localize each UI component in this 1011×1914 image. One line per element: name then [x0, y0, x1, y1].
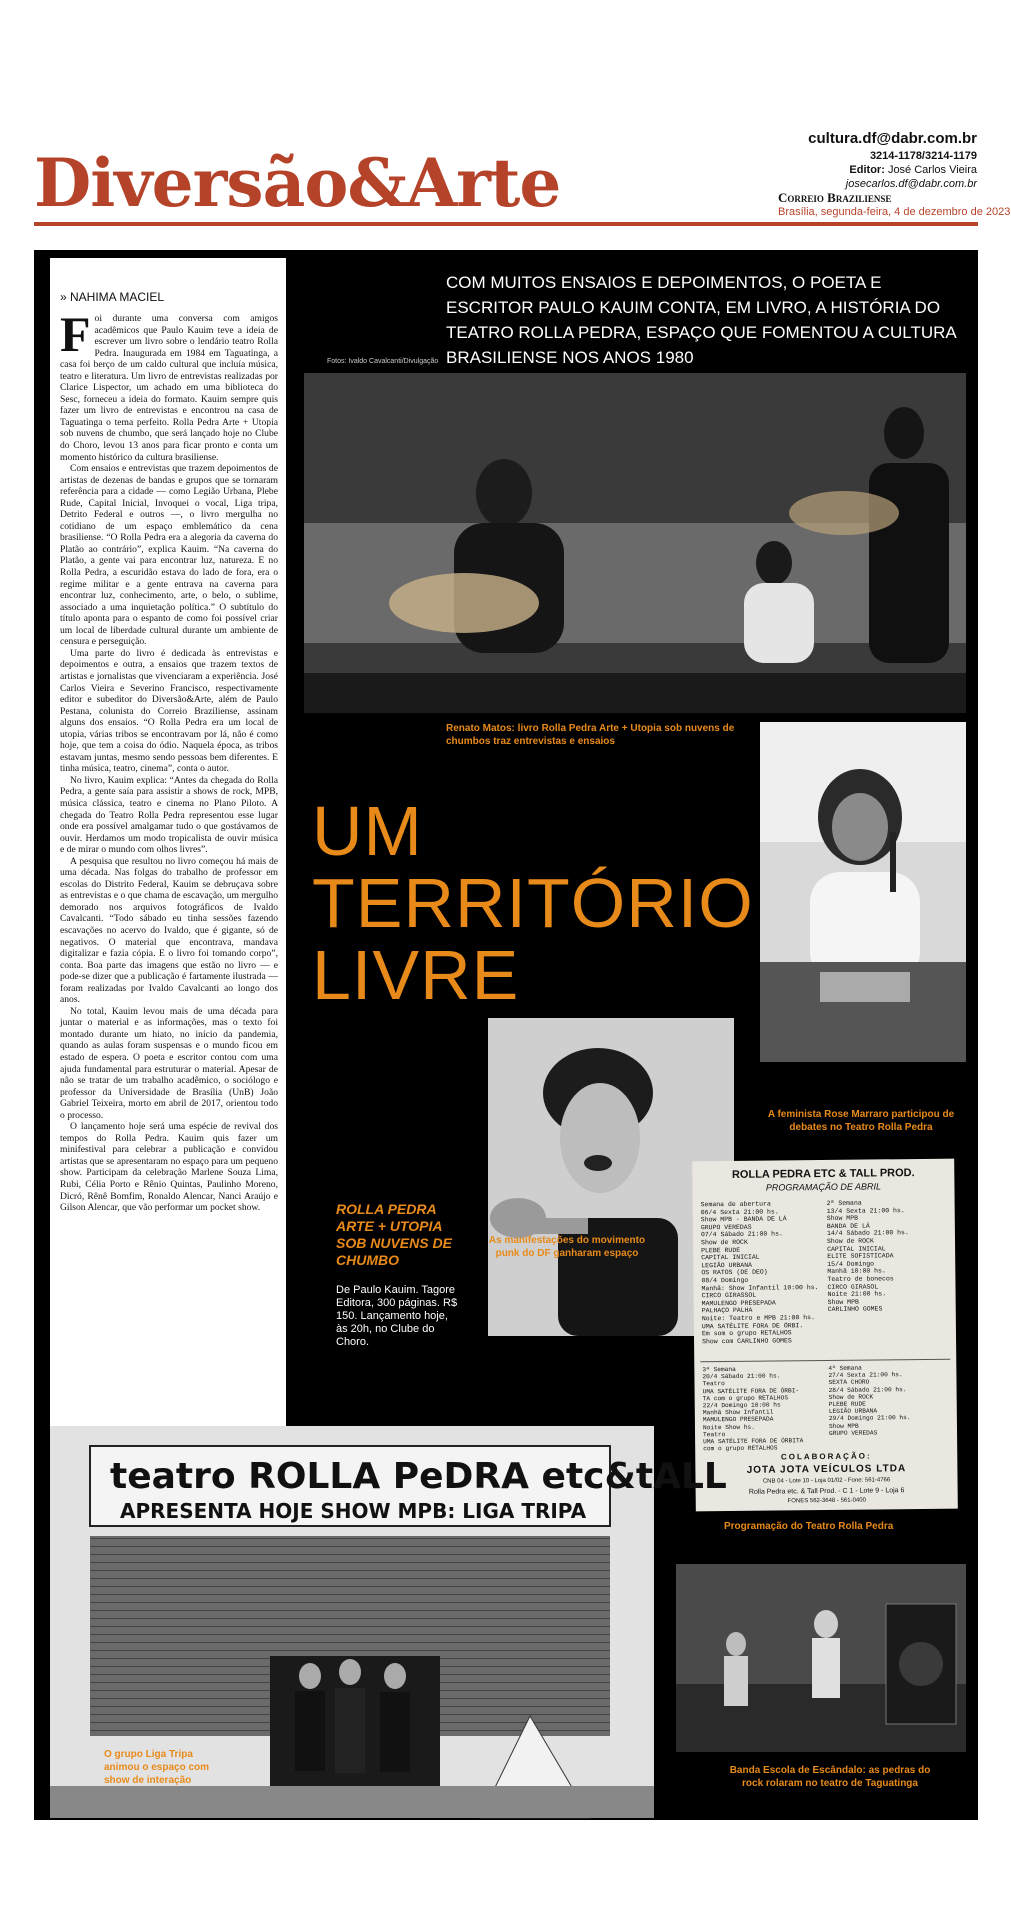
svg-text:APRESENTA HOJE SHOW MPB: LIGA: APRESENTA HOJE SHOW MPB: LIGA TRIPA: [120, 1499, 587, 1523]
program-footer-phones: FONES 562-3648 - 561-0400: [787, 1497, 866, 1505]
article-body: [60, 306, 278, 1214]
caption-rose: A feminista Rose Marraro participou de debates no Teatro Rolla Pedra: [767, 1109, 955, 1133]
program-sponsor: JOTA JOTA VEÍCULOS LTDA: [746, 1463, 907, 1476]
header-rule: [34, 222, 978, 226]
program-divider: [700, 1359, 950, 1363]
editor-label: Editor:: [849, 164, 885, 176]
program-subtitle: PROGRAMAÇÃO DE ABRIL: [765, 1181, 882, 1193]
contact-email[interactable]: cultura.df@dabr.com.br: [808, 130, 977, 147]
book-title-box: ROLLA PEDRA ARTE + UTOPIA SOB NUVENS DE CHUMBO: [336, 1201, 452, 1268]
contact-phones: 3214-1178/3214-1179: [869, 150, 977, 162]
photo-renato-matos: [304, 373, 966, 713]
article-paragraph: O lançamento hoje será uma espécie de revival dos tempos do Rolla Pedra. Kauim quis fazer um minifestival para celebrar a publicação e convidou artistas que se apresentaram no espaço para um pequeno show. Participam da celebração Marlene Souza Lima, Rubi, Célia Porto e Rênio Quintas, Paulinho Moreno, Dicró, Rênê Bomfim, Ronaldo Alencar, Nanci Araújo e Gilson Alencar, que vão performar um pocket show.: [60, 1121, 278, 1214]
article-paragraph: Com ensaios e entrevistas que trazem depoimentos de artistas de dezenas de bandas e grupos que se tornaram referência para a cidade — como Legião Urbana, Plebe Rude, Capital Inicial, Invoquei o vocal, Liga tripa, Detrito Federal e outros —, o livro mergulha no cotidiano de um espaço emblemático da cena brasiliense. “O Rolla Pedra era a alegoria da caverna do Platão ao contrário”, explica Kauim. “Na caverna do Platão, a gente vai para encontrar luz, natureza. E no Rolla Pedra, a escuridão estava do lado de fora, era o regime militar e a gente entrava na caverna para encontrar luz, conhecimento, arte, o belo, o sublime, associado a uma inquietação política.” O subtítulo do título aponta para o espanto de como foi possível criar um local de liberdade cultural durante um ambiente de censura e perseguição.: [60, 463, 278, 648]
newspaper-name: Correio Braziliense: [778, 190, 892, 205]
program-footer: Rolla Pedra etc. & Tall Prod. - C 1 - Lote 9 - Loja 6: [748, 1487, 905, 1496]
program-week-3: 3ª Semana 20/4 Sábado 21:00 hs. Teatro UMA SATÉLITE FORA DE ÓRBI- TA com o grupo RETALHOS 22/4 Domingo 10:00 hs Manhã Show Infantil MAMULENGO PRESEPADA Noite Show hs. Teatro UMA SATÉLITE FORA DE ÓRBITA com o grupo RETALHOS: [702, 1365, 804, 1453]
svg-text:teatro ROLLA PeDRA etc&tALL: teatro ROLLA PeDRA etc&tALL: [110, 1456, 727, 1497]
editor-email[interactable]: josecarlos.df@dabr.com.br: [845, 178, 977, 190]
headline-line: LIVRE: [312, 936, 520, 1014]
caption-main-photo: Renato Matos: livro Rolla Pedra Arte + Utopia sob nuvens de chumbos traz entrevistas e ensaios: [446, 723, 735, 747]
editor-line: [849, 164, 977, 176]
photo-credit: Fotos: Ivaldo Cavalcanti/Divulgação: [327, 358, 439, 365]
article-paragraph: A pesquisa que resultou no livro começou há mais de uma década. Nas folgas do trabalho de professor em escolas do Distrito Federal, Kauim se debruçava sobre as entrevistas e o que chama de escavação, um mergulho demorado nos arquivos fotográficos de Ivaldo Cavalcanti. “Todo sábado eu tinha sessões fazendo escavações no acervo do Ivaldo, que é gigante, só de negativos. O material que encontrava, mandava digitalizar e fazia cópia. E o livro foi tomando corpo”, conta. Boa parte das imagens que estão no livro — e pode-se dizer que a publicação é fartamente ilustrada — foram realizadas por Ivaldo Cavalcanti ao longo dos anos.: [60, 855, 278, 1006]
section-title: Diversão&Arte: [34, 144, 561, 222]
caption-escola: Banda Escola de Escândalo: as pedras do rock rolaram no teatro de Taguatinga: [729, 1765, 931, 1789]
caption-liga-tripa: O grupo Liga Tripa animou o espaço com show de interação: [104, 1749, 210, 1786]
article-paragraph: No livro, Kauim explica: “Antes da chegada do Rolla Pedra, a gente saía para assistir a shows de rock, MPB, música clássica, teatro e cinema no Plano Piloto. A chegada do Teatro Rolla Pedra representou esse lugar onde era possível amalgamar tudo o que gostávamos de ouvir. Herdamos um modo tropicalista de ouvir música e de mirar o mundo com olhos livres”.: [60, 774, 278, 856]
headline-line: TERRITÓRIO: [312, 864, 754, 942]
program-sheet: [692, 1159, 958, 1512]
caption-program: Programação do Teatro Rolla Pedra: [724, 1521, 894, 1532]
program-week-4: 4ª Semana 27/4 Sexta 21:00 hs. SEXTA CHORO 28/4 Sábado 21:00 hs. Show de ROCK PLEBE RUDE LEGIÃO URBANA 29/4 Domingo 21:00 hs. Show MPB GRUPO VEREDAS: [828, 1364, 911, 1437]
photo-escola-de-escandalo: [676, 1564, 966, 1752]
program-collab-label: COLABORAÇÃO:: [780, 1451, 872, 1462]
program-sponsor-address: CNB 04 - Lote 10 - Loja 01/02 - Fone: 561-4766: [762, 1477, 891, 1485]
headline-line: UM: [312, 792, 423, 870]
article-paragraph: No total, Kauim levou mais de uma década para juntar o material e as informações, mas o texto foi montado durante um hiato, no início da pandemia, quando as aulas foram suspensas e o mundo ficou em estado de espera. O poeta e escritor contou com uma ajuda fundamental para estruturar o material. Apesar de não se tratar de um trabalho acadêmico, o sociólogo e professor da Universidade de Brasília (UnB) João Gabriel Teixeira, morto em abril de 2017, orientou todo o processo.: [60, 1005, 278, 1121]
editor-name: José Carlos Vieira: [887, 164, 977, 176]
byline: » NAHIMA MACIEL: [60, 290, 165, 304]
article-paragraph: Uma parte do livro é dedicada às entrevistas e depoimentos e outra, a ensaios que trazem textos de artistas e jornalistas que vivenciaram a experiência. José Carlos Vieira e Severino Francisco, respectivamente editor e subeditor do Diversão&Arte, além de Paulo Pestana, colunista do Correio Braziliense, assinam alguns dos ensaios. “O Rolla Pedra era um local de utopia, várias tribos se encontravam por lá, não é como hoje, que tem a coisa do ódio. Naquela época, as tribos estavam juntas, mesmo sendo pessoas bem diferentes. E tinha música, teatro, cinema”, conta o autor.: [60, 647, 278, 775]
program-week-1: Semana de abertura 06/4 Sexta 21:00 hs. Show MPB - BANDA DE LÁ GRUPO VEREDAS 07/4 Sábado 21:00 hs. Show de ROCK PLEBE RUDE CAPITAL INICIAL LEGIÃO URBANA OS RATOS (DE DEO) 08/4 Domingo Manhã: Show Infantil 10:00 hs. CIRCO GIRASSOL MAMULENGO PRESEPADA PALHAÇO PALHA Noite: Teatro e MPB 21:00 hs. UMA SATÉLITE FORA DE ÓRBI. Em som o grupo RETALHOS Show com CARLINHO GOMES: [700, 1200, 819, 1345]
caption-punk: As manifestações do movimento punk do DF ganharam espaço: [488, 1235, 646, 1259]
headline: [312, 792, 754, 1014]
program-title: ROLLA PEDRA ETC & TALL PROD.: [731, 1167, 915, 1181]
issue-date: Brasília, segunda-feira, 4 de dezembro de 2023: [778, 206, 1011, 218]
article-paragraph: Foi durante uma conversa com amigos acadêmicos que Paulo Kauim teve a ideia de escrever um livro sobre o lendário teatro Rolla Pedra. Inaugurada em 1984 em Taguatinga, a casa foi berço de um caldo cultural que incluía música, teatro e literatura. Um livro de entrevistas realizadas por Clarice Lispector, um achado em uma biblioteca do Sesc, forneceu a ideia do formato. Kauim sempre quis fazer um livro de entrevistas e encontrou na casa de Taguatinga o tema perfeito. Rolla Pedra Arte + Utopia sob nuvens de chumbo, que será lançado hoje no Clube do Choro, levou 13 anos para ficar pronto e conta um momento histórico da cultura brasiliense.: [60, 306, 278, 463]
photo-rose-marraro: [760, 722, 966, 1062]
article-deck: COM MUITOS ENSAIOS E DEPOIMENTOS, O POETA E ESCRITOR PAULO KAUIM CONTA, EM LIVRO, A HISTÓRIA DO TEATRO ROLLA PEDRA, ESPAÇO QUE FOMENTOU A CULTURA BRASILIENSE NOS ANOS 1980: [446, 273, 956, 367]
book-details: De Paulo Kauim. Tagore Editora, 300 páginas. R$ 150. Lançamento hoje, às 20h, no Clube do Choro.: [336, 1284, 458, 1348]
drop-cap: F: [60, 306, 91, 362]
program-week-2: 2ª Semana 13/4 Sexta 21:00 hs. Show MPB BANDA DE LÁ 14/4 Sábado 21:00 hs. Show de ROCK CAPITAL INICIAL ELITE SOFISTICADA 15/4 Domingo Manhã 10:00 hs. Teatro de bonecos CIRCO GIRASOL Noite 21:00 hs. Show MPB CARLINHO GOMES: [826, 1199, 909, 1314]
